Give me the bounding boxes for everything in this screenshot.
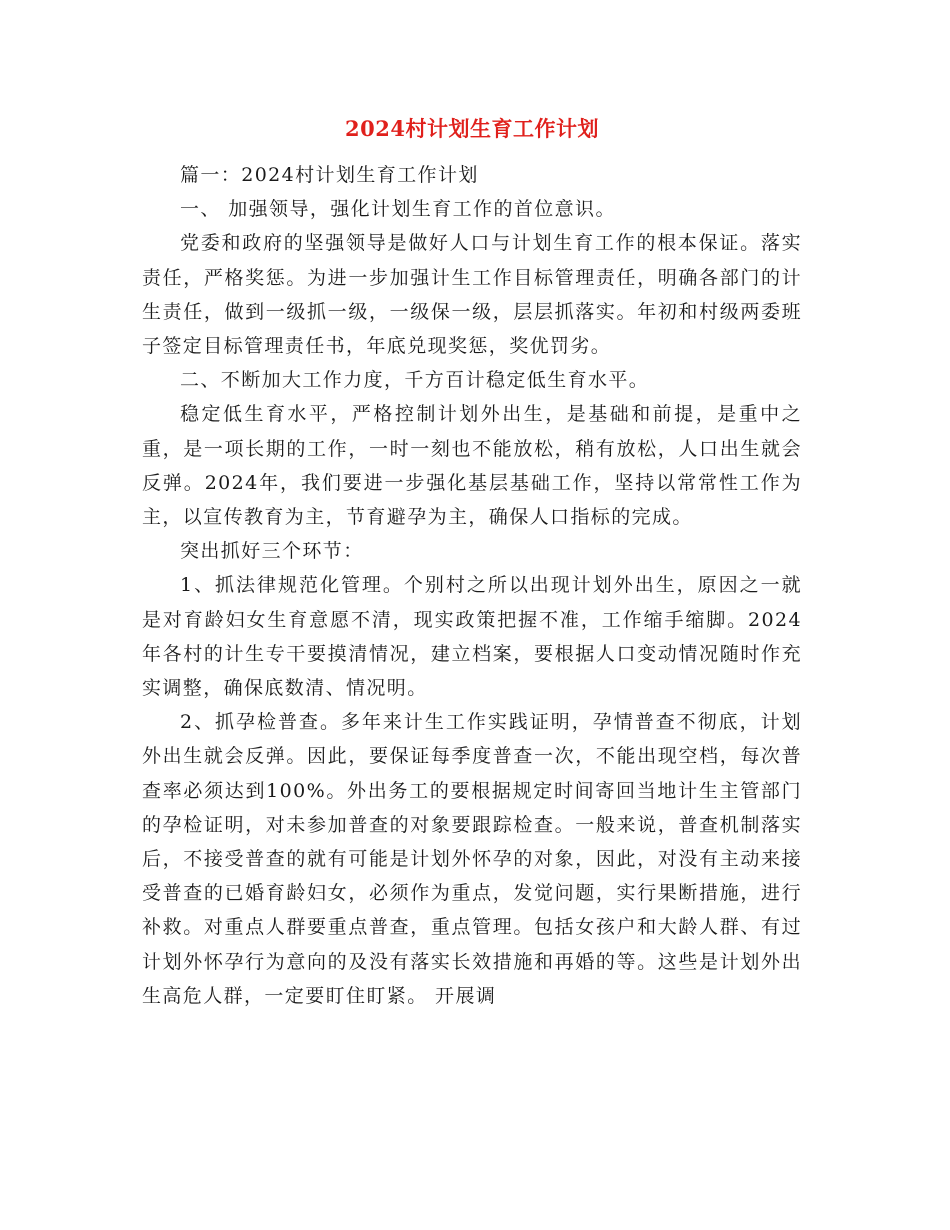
document-page bbox=[142, 100, 802, 1013]
paragraph-item-1-heading: 一、 加强领导，强化计划生育工作的首位意识。 bbox=[180, 198, 616, 221]
paragraph-three-links: 突出抓好三个环节： bbox=[180, 540, 364, 563]
document-title: 2024村计划生育工作计划 bbox=[345, 116, 599, 141]
paragraph-item-2-heading: 二、不断加大工作力度，千方百计稳定低生育水平。 bbox=[180, 369, 650, 392]
paragraph-stable-birth-level: 稳定低生育水平，严格控制计划外出生，是基础和前提，是重中之重，是一项长期的工作，一时一刻也不能放松，稍有放松，人口出生就会反弹。2024年，我们要进一步强化基层基础工作，坚持以常常性工作为主，以宣传教育为主，节育避孕为主，确保人口指标的完成。 bbox=[142, 403, 802, 529]
paragraph-leadership: 党委和政府的坚强领导是做好人口与计划生育工作的根本保证。落实责任，严格奖惩。为进一步加强计生工作目标管理责任，明确各部门的计生责任，做到一级抓一级，一级保一级，层层抓落实。年初和村级两委班子签定目标管理责任书，年底兑现奖惩，奖优罚劣。 bbox=[142, 232, 802, 358]
paragraph-section-heading: 篇一：2024村计划生育工作计划 bbox=[180, 164, 479, 186]
paragraph-pregnancy-check: 2、抓孕检普查。多年来计生工作实践证明，孕情普查不彻底，计划外出生就会反弹。因此，要保证每季度普查一次，不能出现空档，每次普查率必须达到100%。外出务工的要根据规定时间寄回当地计生主管部门的孕检证明，对未参加普查的对象要跟踪检查。一般来说，普查机制落实后，不接受普查的就有可能是计划外怀孕的对象，因此，对没有主动来接受普查的已婚育龄妇女，必须作为重点，发觉问题，实行果断措施，进行补救。对重点人群要重点普查，重点管理。包括女孩户和大龄人群、有过计划外怀孕行为意向的及没有落实长效措施和再婚的等。这些是计划外出生高危人群，一定要盯住盯紧。 开展调 bbox=[142, 711, 802, 1007]
paragraph-legal-management: 1、抓法律规范化管理。个别村之所以出现计划外出生，原因之一就是对育龄妇女生育意愿不清，现实政策把握不准，工作缩手缩脚。2024年各村的计生专干要摸清情况，建立档案，要根据人口变动情况随时作充实调整，确保底数清、情况明。 bbox=[142, 574, 802, 700]
